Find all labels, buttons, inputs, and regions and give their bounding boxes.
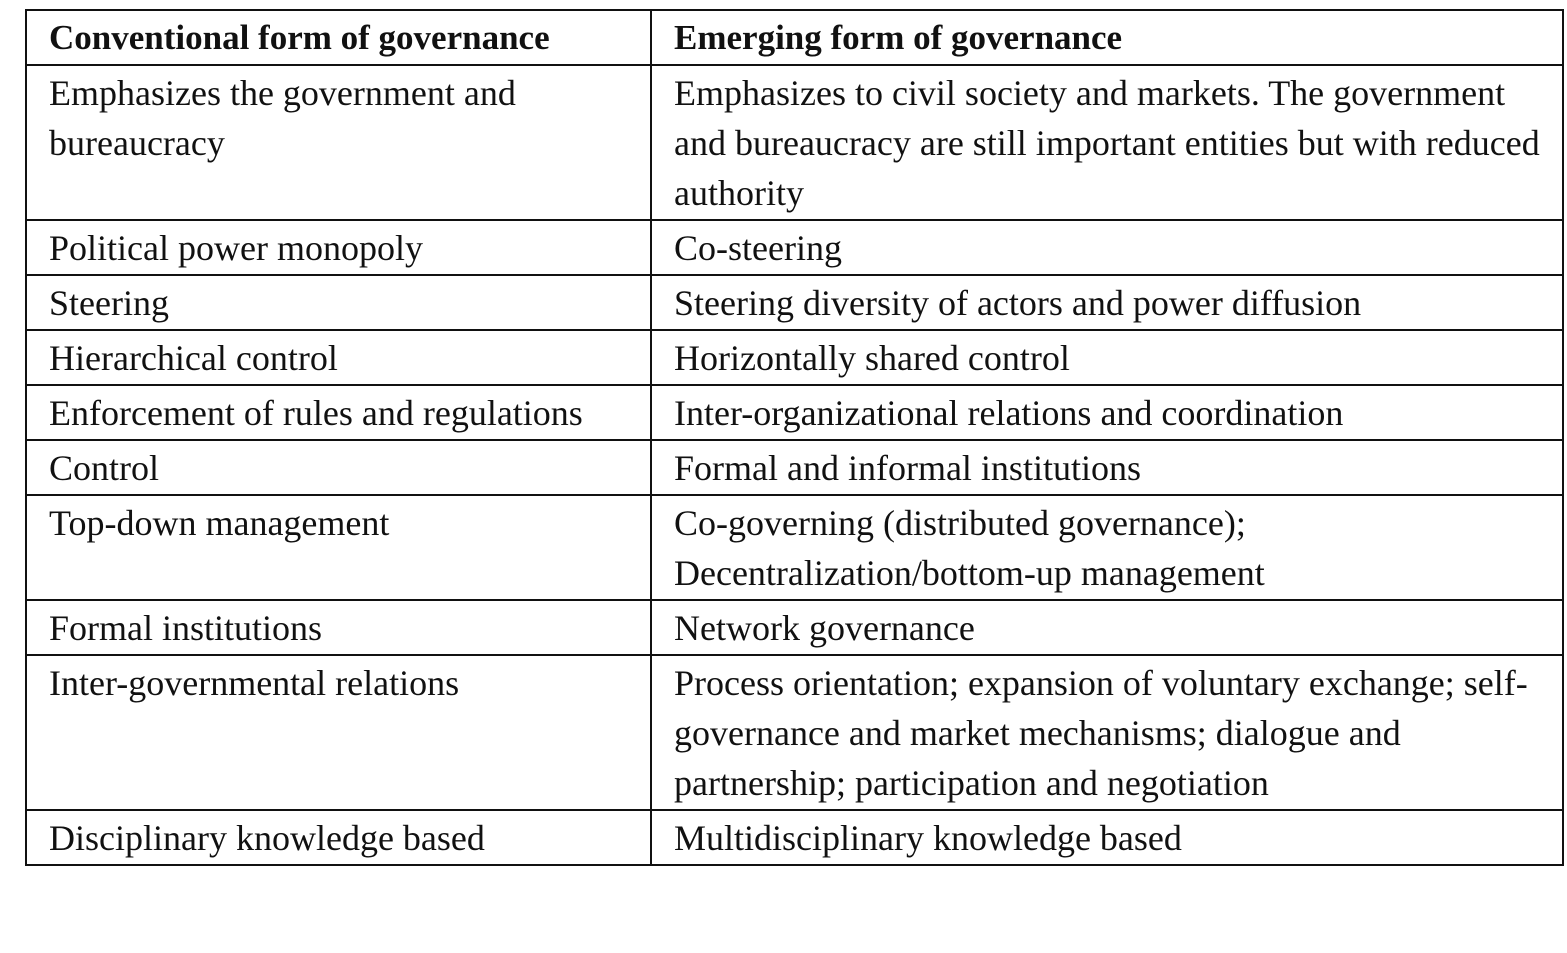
emerging-cell: Co-governing (distributed governance); Decentralization/bottom-up management xyxy=(651,495,1563,600)
table-row xyxy=(26,330,1563,385)
conventional-cell: Political power monopoly xyxy=(26,220,651,275)
conventional-cell: Emphasizes the government and bureaucracy xyxy=(26,65,651,220)
conventional-cell: Hierarchical control xyxy=(26,330,651,385)
table-row xyxy=(26,275,1563,330)
emerging-cell: Inter-organizational relations and coordination xyxy=(651,385,1563,440)
conventional-cell: Top-down management xyxy=(26,495,651,600)
conventional-cell: Inter-governmental relations xyxy=(26,655,651,810)
table-row xyxy=(26,65,1563,220)
conventional-cell: Formal institutions xyxy=(26,600,651,655)
emerging-cell: Co-steering xyxy=(651,220,1563,275)
emerging-cell: Process orientation; expansion of voluntary exchange; self-governance and market mechanisms; dialogue and partnership; participation and negotiation xyxy=(651,655,1563,810)
table-row xyxy=(26,495,1563,600)
table-header-row xyxy=(26,10,1563,65)
column-header-emerging: Emerging form of governance xyxy=(651,10,1563,65)
emerging-cell: Multidisciplinary knowledge based xyxy=(651,810,1563,865)
emerging-cell: Formal and informal institutions xyxy=(651,440,1563,495)
column-header-conventional: Conventional form of governance xyxy=(26,10,651,65)
emerging-cell: Emphasizes to civil society and markets. The government and bureaucracy are still important entities but with reduced authority xyxy=(651,65,1563,220)
emerging-cell: Horizontally shared control xyxy=(651,330,1563,385)
conventional-cell: Steering xyxy=(26,275,651,330)
emerging-cell: Network governance xyxy=(651,600,1563,655)
table-row xyxy=(26,385,1563,440)
table-row xyxy=(26,655,1563,810)
table-row xyxy=(26,810,1563,865)
emerging-cell: Steering diversity of actors and power diffusion xyxy=(651,275,1563,330)
governance-comparison-table xyxy=(25,9,1564,866)
table-row xyxy=(26,220,1563,275)
governance-comparison-table-container xyxy=(25,9,1564,866)
conventional-cell: Control xyxy=(26,440,651,495)
table-row xyxy=(26,600,1563,655)
table-row xyxy=(26,440,1563,495)
conventional-cell: Enforcement of rules and regulations xyxy=(26,385,651,440)
conventional-cell: Disciplinary knowledge based xyxy=(26,810,651,865)
